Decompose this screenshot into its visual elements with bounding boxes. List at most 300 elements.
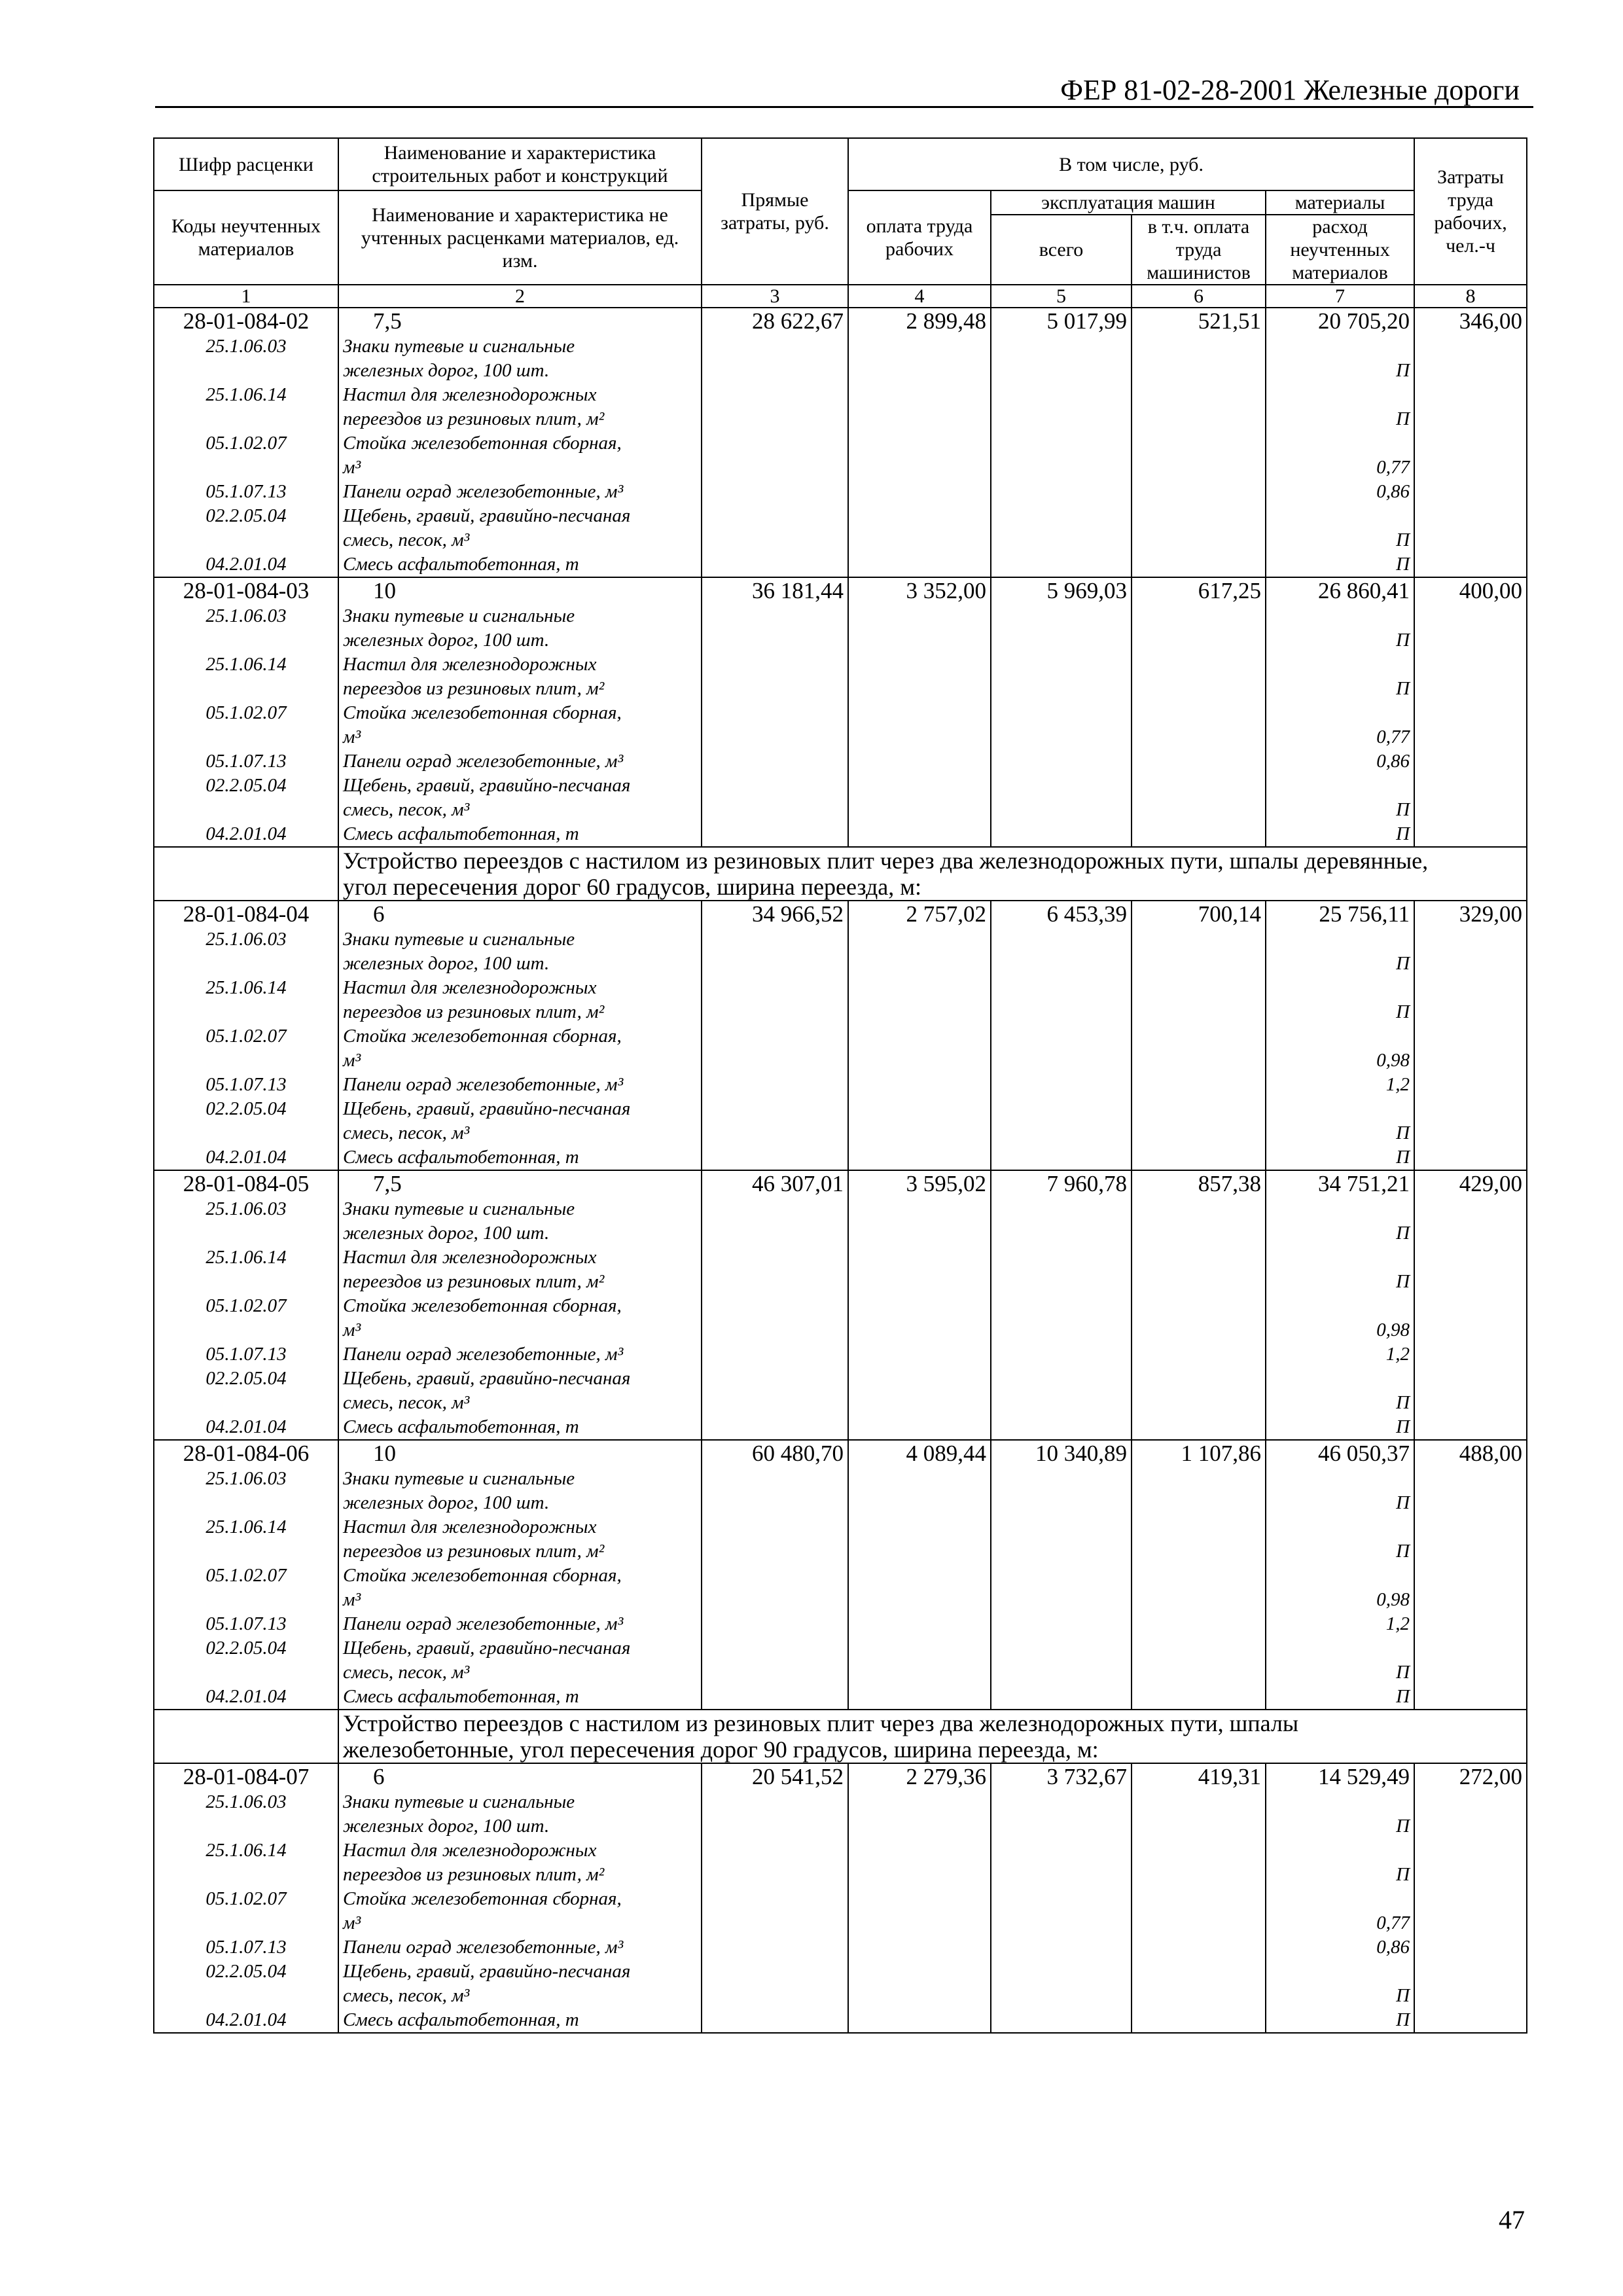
material-row — [154, 1935, 1527, 1960]
material-code: 04.2.01.04 — [154, 822, 338, 847]
spacer-line — [1270, 1467, 1410, 1491]
col-driver-pay: в т.ч. оплата труда машинистов — [1132, 215, 1266, 285]
rate-name: 6 — [338, 1763, 702, 1790]
material-quantity-value: П — [1396, 360, 1410, 381]
col-number: 3 — [702, 285, 848, 308]
material-name-line: Смесь асфальтобетонная, т — [343, 823, 579, 844]
material-code: 25.1.06.14 — [154, 653, 338, 701]
material-quantity-value: П — [1396, 1541, 1410, 1562]
empty-cell — [1132, 1685, 1266, 1710]
col-name-top: Наименование и характеристика строительных работ и конструкций — [338, 138, 702, 190]
material-name-line: Стойка железобетонная сборная, — [343, 1026, 622, 1047]
material-quantity-value: П — [1396, 1816, 1410, 1837]
empty-cell — [1132, 552, 1266, 577]
material-name-line: переездов из резиновых плит, м² — [343, 1271, 605, 1292]
material-name-line: железных дорог, 100 шт. — [343, 1816, 550, 1837]
empty-cell — [1132, 1839, 1266, 1887]
material-quantity-value: П — [1396, 408, 1410, 429]
empty-cell — [991, 1294, 1132, 1342]
material-name-line: Щебень, гравий, гравийно-песчаная — [343, 1368, 631, 1389]
empty-cell — [702, 1935, 848, 1960]
material-row — [154, 1515, 1527, 1564]
material-name-line: Смесь асфальтобетонная, т — [343, 1147, 579, 1168]
material-quantity-value: П — [1396, 823, 1410, 844]
empty-cell — [1414, 431, 1527, 480]
material-quantity-value: П — [1396, 529, 1410, 550]
col-number: 6 — [1132, 285, 1266, 308]
empty-cell — [1132, 1097, 1266, 1145]
spacer-line — [1270, 1294, 1410, 1318]
material-quantity — [1266, 604, 1414, 653]
material-quantity — [1266, 1097, 1414, 1145]
material-row — [154, 1960, 1527, 2008]
empty-cell — [991, 1024, 1132, 1073]
material-name-line: Настил для железнодорожных — [343, 977, 597, 998]
empty-cell — [702, 1197, 848, 1246]
col-number: 4 — [848, 285, 991, 308]
material-row — [154, 1145, 1527, 1170]
col-machine-ops: эксплуатация машин — [991, 190, 1266, 215]
driver-pay-value: 617,25 — [1132, 577, 1266, 604]
material-quantity — [1266, 1960, 1414, 2008]
material-row — [154, 1887, 1527, 1935]
spacer-line — [1270, 1564, 1410, 1588]
empty-cell — [1414, 1564, 1527, 1612]
empty-cell — [1132, 1145, 1266, 1170]
material-name-line: смесь, песок, м³ — [343, 529, 470, 550]
empty-cell — [1132, 653, 1266, 701]
material-quantity-value: 1,2 — [1385, 1074, 1410, 1095]
spacer-line — [1270, 653, 1410, 677]
material-quantity — [1266, 701, 1414, 749]
rate-row — [154, 1763, 1527, 1790]
empty-cell — [991, 822, 1132, 847]
materials-value: 25 756,11 — [1266, 901, 1414, 927]
col-code-top: Шифр расценки — [154, 138, 338, 190]
material-quantity-value: П — [1396, 1271, 1410, 1292]
material-code: 04.2.01.04 — [154, 1415, 338, 1440]
empty-cell — [848, 1564, 991, 1612]
col-number: 7 — [1266, 285, 1414, 308]
material-quantity-value: 0,86 — [1376, 1937, 1410, 1958]
empty-cell — [1414, 774, 1527, 822]
material-row — [154, 334, 1527, 383]
empty-cell — [848, 1197, 991, 1246]
empty-cell — [848, 701, 991, 749]
empty-cell — [1414, 749, 1527, 774]
empty-cell — [1132, 1342, 1266, 1367]
material-code: 25.1.06.03 — [154, 1197, 338, 1246]
empty-cell — [848, 1612, 991, 1636]
material-quantity — [1266, 822, 1414, 847]
empty-cell — [1414, 1636, 1527, 1685]
empty-cell — [702, 1685, 848, 1710]
rate-row — [154, 308, 1527, 334]
material-name-line: переездов из резиновых плит, м² — [343, 1001, 605, 1022]
direct-costs-value: 20 541,52 — [702, 1763, 848, 1790]
table-body — [154, 308, 1527, 2033]
material-name-line: смесь, песок, м³ — [343, 1662, 470, 1683]
material-code: 05.1.02.07 — [154, 1294, 338, 1342]
rate-name: 10 — [338, 1440, 702, 1467]
labor-costs-value: 346,00 — [1414, 308, 1527, 334]
direct-costs-value: 36 181,44 — [702, 577, 848, 604]
material-code: 04.2.01.04 — [154, 1685, 338, 1710]
empty-cell — [702, 1342, 848, 1367]
material-name-line: Панели оград железобетонные, м³ — [343, 1074, 624, 1095]
empty-cell — [1414, 1839, 1527, 1887]
empty-cell — [702, 701, 848, 749]
material-quantity-value: П — [1396, 554, 1410, 575]
rate-name: 7,5 — [338, 1170, 702, 1197]
material-name — [338, 480, 702, 504]
empty-cell — [1132, 1024, 1266, 1073]
empty-cell — [1414, 822, 1527, 847]
material-name — [338, 701, 702, 749]
empty-cell — [848, 1415, 991, 1440]
material-name — [338, 1564, 702, 1612]
empty-cell — [1414, 334, 1527, 383]
material-row — [154, 774, 1527, 822]
material-row — [154, 976, 1527, 1024]
col-number: 1 — [154, 285, 338, 308]
material-quantity — [1266, 383, 1414, 431]
material-name — [338, 1887, 702, 1935]
section-heading-line: Устройство переездов с настилом из резиновых плит через два железнодорожных пути, шпалы деревянные, — [343, 848, 1429, 874]
material-name-line: Стойка железобетонная сборная, — [343, 702, 622, 723]
empty-cell — [1414, 1685, 1527, 1710]
empty-cell — [1414, 1415, 1527, 1440]
material-row — [154, 1790, 1527, 1839]
material-code: 05.1.07.13 — [154, 1612, 338, 1636]
empty-cell — [1132, 1197, 1266, 1246]
material-name-line: смесь, песок, м³ — [343, 1985, 470, 2006]
empty-cell — [1414, 2008, 1527, 2033]
empty-cell — [1414, 1935, 1527, 1960]
material-name — [338, 1515, 702, 1564]
empty-cell — [1414, 1790, 1527, 1839]
empty-cell — [702, 749, 848, 774]
direct-costs-value: 28 622,67 — [702, 308, 848, 334]
empty-cell — [848, 504, 991, 552]
material-quantity — [1266, 504, 1414, 552]
spacer-line — [1270, 1024, 1410, 1049]
empty-cell — [702, 1612, 848, 1636]
section-heading-row — [154, 1710, 1527, 1763]
empty-cell — [1414, 653, 1527, 701]
material-name-line: железных дорог, 100 шт. — [343, 1492, 550, 1513]
col-code-bottom: Коды неучтенных материалов — [154, 190, 338, 285]
material-name-line: Знаки путевые и сигнальные — [343, 1791, 575, 1812]
material-name-line: переездов из резиновых плит, м² — [343, 1541, 605, 1562]
material-code: 25.1.06.03 — [154, 604, 338, 653]
material-quantity — [1266, 1024, 1414, 1073]
section-heading-line: Устройство переездов с настилом из резиновых плит через два железнодорожных пути, шпалы — [343, 1710, 1299, 1736]
machine-total-value: 7 960,78 — [991, 1170, 1132, 1197]
material-name-line: железных дорог, 100 шт. — [343, 1223, 550, 1244]
empty-cell — [991, 1197, 1132, 1246]
material-name — [338, 653, 702, 701]
material-quantity — [1266, 1294, 1414, 1342]
material-name — [338, 504, 702, 552]
material-code: 05.1.02.07 — [154, 701, 338, 749]
empty-cell — [1132, 1887, 1266, 1935]
empty-cell — [1132, 1294, 1266, 1342]
material-code: 04.2.01.04 — [154, 2008, 338, 2033]
material-name — [338, 1790, 702, 1839]
material-quantity — [1266, 480, 1414, 504]
empty-cell — [991, 774, 1132, 822]
col-number: 8 — [1414, 285, 1527, 308]
material-name — [338, 552, 702, 577]
col-number: 2 — [338, 285, 702, 308]
empty-cell — [702, 1246, 848, 1294]
material-row — [154, 1415, 1527, 1440]
material-code: 02.2.05.04 — [154, 504, 338, 552]
material-name-line: Щебень, гравий, гравийно-песчаная — [343, 1098, 631, 1119]
material-quantity-value: П — [1396, 2009, 1410, 2030]
empty-cell — [1132, 431, 1266, 480]
empty-cell — [991, 1636, 1132, 1685]
material-row — [154, 1612, 1527, 1636]
material-quantity-value: 0,98 — [1376, 1589, 1410, 1610]
section-heading — [338, 1710, 1527, 1763]
material-row — [154, 1097, 1527, 1145]
material-row — [154, 2008, 1527, 2033]
material-name — [338, 1342, 702, 1367]
spacer-line — [1270, 1790, 1410, 1814]
material-name — [338, 383, 702, 431]
spacer-line — [1270, 774, 1410, 798]
column-numbers-row — [154, 285, 1527, 308]
empty-cell — [1132, 1415, 1266, 1440]
material-row — [154, 653, 1527, 701]
empty-cell — [991, 1960, 1132, 2008]
material-name-line: Щебень, гравий, гравийно-песчаная — [343, 775, 631, 796]
material-code: 25.1.06.14 — [154, 1246, 338, 1294]
rate-code: 28-01-084-03 — [154, 577, 338, 604]
material-quantity — [1266, 1887, 1414, 1935]
empty-cell — [702, 927, 848, 976]
driver-pay-value: 521,51 — [1132, 308, 1266, 334]
empty-cell — [702, 1887, 848, 1935]
rate-code: 28-01-084-04 — [154, 901, 338, 927]
empty-cell — [1132, 822, 1266, 847]
empty-cell — [848, 1839, 991, 1887]
material-row — [154, 822, 1527, 847]
material-code: 05.1.02.07 — [154, 1887, 338, 1935]
material-quantity — [1266, 1839, 1414, 1887]
empty-cell — [1132, 1564, 1266, 1612]
direct-costs-value: 60 480,70 — [702, 1440, 848, 1467]
empty-cell — [991, 383, 1132, 431]
empty-cell — [991, 1935, 1132, 1960]
material-code: 25.1.06.14 — [154, 976, 338, 1024]
material-quantity-value: П — [1396, 1492, 1410, 1513]
rate-code: 28-01-084-02 — [154, 308, 338, 334]
material-quantity — [1266, 774, 1414, 822]
material-row — [154, 431, 1527, 480]
material-quantity — [1266, 334, 1414, 383]
material-quantity — [1266, 1342, 1414, 1367]
empty-cell — [991, 1367, 1132, 1415]
col-machine-total: всего — [991, 215, 1132, 285]
material-quantity-value: П — [1396, 1686, 1410, 1707]
rate-code: 28-01-084-06 — [154, 1440, 338, 1467]
material-name-line: Настил для железнодорожных — [343, 1840, 597, 1861]
material-row — [154, 749, 1527, 774]
material-quantity — [1266, 1367, 1414, 1415]
section-code-cell — [154, 1710, 338, 1763]
empty-cell — [848, 774, 991, 822]
empty-cell — [991, 1612, 1132, 1636]
empty-cell — [1132, 2008, 1266, 2033]
page-number: 47 — [1499, 2205, 1525, 2234]
material-code: 04.2.01.04 — [154, 1145, 338, 1170]
rate-row — [154, 1440, 1527, 1467]
col-material-consumption: расход неучтенных материалов — [1266, 215, 1414, 285]
spacer-line — [1270, 1839, 1410, 1863]
empty-cell — [702, 480, 848, 504]
empty-cell — [991, 701, 1132, 749]
empty-cell — [848, 480, 991, 504]
section-heading — [338, 847, 1527, 901]
material-name-line: м³ — [343, 726, 361, 747]
material-name — [338, 1197, 702, 1246]
empty-cell — [848, 1073, 991, 1097]
machine-total-value: 5 969,03 — [991, 577, 1132, 604]
material-name — [338, 749, 702, 774]
empty-cell — [848, 431, 991, 480]
material-name-line: Знаки путевые и сигнальные — [343, 336, 575, 357]
material-row — [154, 1685, 1527, 1710]
empty-cell — [1414, 1612, 1527, 1636]
empty-cell — [991, 431, 1132, 480]
materials-value: 26 860,41 — [1266, 577, 1414, 604]
empty-cell — [702, 431, 848, 480]
material-name — [338, 1097, 702, 1145]
empty-cell — [848, 1024, 991, 1073]
empty-cell — [991, 1097, 1132, 1145]
material-name — [338, 927, 702, 976]
machine-total-value: 10 340,89 — [991, 1440, 1132, 1467]
empty-cell — [991, 749, 1132, 774]
empty-cell — [702, 1073, 848, 1097]
col-direct-costs: Прямые затраты, руб. — [702, 138, 848, 285]
material-name-line: переездов из резиновых плит, м² — [343, 1864, 605, 1885]
empty-cell — [848, 1145, 991, 1170]
material-quantity-value: П — [1396, 953, 1410, 974]
materials-value: 34 751,21 — [1266, 1170, 1414, 1197]
material-name-line: м³ — [343, 1050, 361, 1071]
empty-cell — [848, 334, 991, 383]
material-quantity-value: 0,98 — [1376, 1050, 1410, 1071]
empty-cell — [991, 1564, 1132, 1612]
material-quantity-value: П — [1396, 1864, 1410, 1885]
empty-cell — [991, 604, 1132, 653]
material-code: 05.1.02.07 — [154, 1564, 338, 1612]
material-row — [154, 1294, 1527, 1342]
material-quantity-value: П — [1396, 1662, 1410, 1683]
empty-cell — [1132, 1790, 1266, 1839]
empty-cell — [848, 604, 991, 653]
material-code: 02.2.05.04 — [154, 1636, 338, 1685]
driver-pay-value: 419,31 — [1132, 1763, 1266, 1790]
material-name — [338, 1839, 702, 1887]
rate-code: 28-01-084-07 — [154, 1763, 338, 1790]
material-name-line: Щебень, гравий, гравийно-песчаная — [343, 1638, 631, 1659]
empty-cell — [1414, 1097, 1527, 1145]
material-row — [154, 1839, 1527, 1887]
empty-cell — [1132, 1612, 1266, 1636]
material-row — [154, 1564, 1527, 1612]
table-header — [154, 138, 1527, 308]
col-labor-costs: Затраты труда рабочих, чел.-ч — [1414, 138, 1527, 285]
empty-cell — [1414, 1515, 1527, 1564]
material-name-line: смесь, песок, м³ — [343, 1392, 470, 1413]
material-quantity-value: П — [1396, 1392, 1410, 1413]
spacer-line — [1270, 1246, 1410, 1270]
spacer-line — [1270, 383, 1410, 407]
material-quantity-value: 0,98 — [1376, 1319, 1410, 1340]
material-name-line: железных дорог, 100 шт. — [343, 360, 550, 381]
material-code: 05.1.02.07 — [154, 1024, 338, 1073]
empty-cell — [1414, 701, 1527, 749]
material-code: 02.2.05.04 — [154, 1367, 338, 1415]
material-name-line: смесь, песок, м³ — [343, 1122, 470, 1143]
empty-cell — [1132, 1960, 1266, 2008]
material-name-line: Настил для железнодорожных — [343, 1516, 597, 1537]
empty-cell — [848, 2008, 991, 2033]
rate-row — [154, 577, 1527, 604]
material-quantity — [1266, 749, 1414, 774]
empty-cell — [1414, 1145, 1527, 1170]
materials-value: 20 705,20 — [1266, 308, 1414, 334]
machine-total-value: 5 017,99 — [991, 308, 1132, 334]
empty-cell — [1414, 976, 1527, 1024]
worker-pay-value: 2 757,02 — [848, 901, 991, 927]
empty-cell — [848, 1887, 991, 1935]
material-name-line: Стойка железобетонная сборная, — [343, 1295, 622, 1316]
labor-costs-value: 429,00 — [1414, 1170, 1527, 1197]
material-quantity-value: 1,2 — [1385, 1344, 1410, 1365]
empty-cell — [991, 504, 1132, 552]
empty-cell — [1132, 480, 1266, 504]
spacer-line — [1270, 1887, 1410, 1911]
section-heading-row — [154, 847, 1527, 901]
spacer-line — [1270, 701, 1410, 725]
material-row — [154, 1024, 1527, 1073]
material-code: 02.2.05.04 — [154, 774, 338, 822]
material-code: 25.1.06.14 — [154, 383, 338, 431]
material-quantity — [1266, 1612, 1414, 1636]
material-quantity — [1266, 653, 1414, 701]
material-name-line: Знаки путевые и сигнальные — [343, 1468, 575, 1489]
empty-cell — [702, 604, 848, 653]
empty-cell — [848, 1790, 991, 1839]
material-code: 25.1.06.14 — [154, 1515, 338, 1564]
material-name-line: м³ — [343, 457, 361, 478]
spacer-line — [1270, 334, 1410, 359]
rate-code: 28-01-084-05 — [154, 1170, 338, 1197]
empty-cell — [848, 1367, 991, 1415]
material-name-line: железных дорог, 100 шт. — [343, 630, 550, 651]
material-name — [338, 1685, 702, 1710]
material-name — [338, 1415, 702, 1440]
material-name-line: Знаки путевые и сигнальные — [343, 605, 575, 626]
rate-name: 7,5 — [338, 308, 702, 334]
material-row — [154, 701, 1527, 749]
